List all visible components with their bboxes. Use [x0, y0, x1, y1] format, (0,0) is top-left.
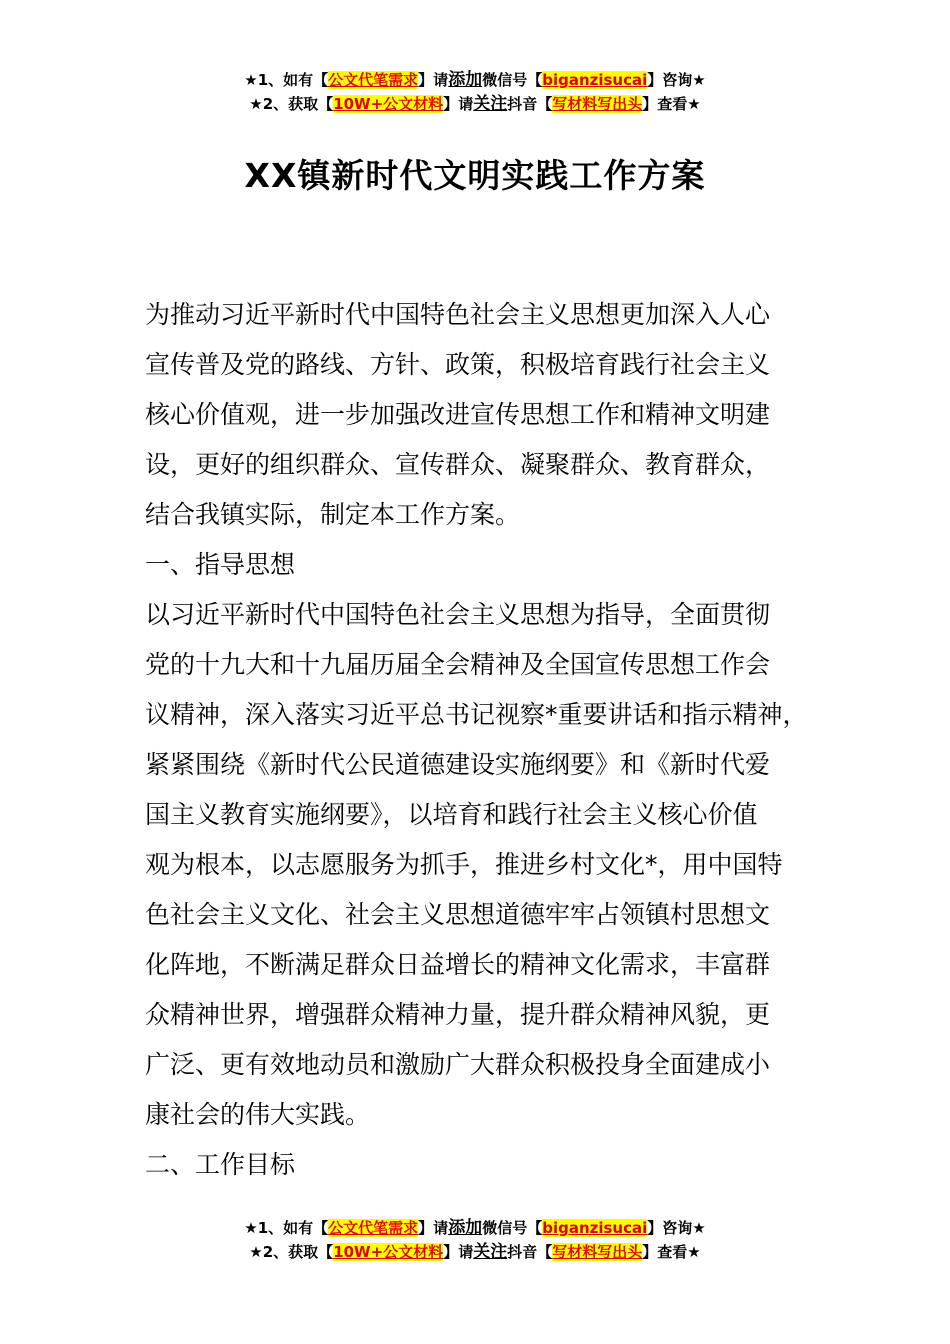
- body-line: 核心价值观，进一步加强改进宣传思想工作和精神文明建: [145, 400, 771, 429]
- banner-line-1: [0, 1216, 950, 1240]
- wechat-id-link[interactable]: biganzisucai: [542, 71, 648, 89]
- body-line: 结合我镇实际，制定本工作方案。: [145, 500, 521, 529]
- banner-text: 】查看★: [642, 95, 701, 113]
- body-line: 议精神，深入落实习近平总书记视察*重要讲话和指示精神，: [145, 700, 808, 729]
- banner-text: 微信号【: [482, 1219, 543, 1237]
- highlight-text: 公文代笔需求: [328, 1219, 419, 1237]
- body-line: 色社会主义文化、社会主义思想道德牢牢占领镇村思想文: [145, 900, 771, 929]
- banner-text: ★2、获取【: [249, 1243, 334, 1261]
- document-body: [145, 290, 845, 1190]
- banner-text: 微信号【: [482, 71, 543, 89]
- body-line: 观为根本，以志愿服务为抓手，推进乡村文化*，用中国特: [145, 850, 783, 879]
- highlight-text: 10W+公文材料: [333, 1243, 444, 1261]
- body-line: 党的十九大和十九届历届全会精神及全国宣传思想工作会: [145, 650, 771, 679]
- banner-text: 】查看★: [642, 1243, 701, 1261]
- banner-text: 】咨询★: [647, 1219, 706, 1237]
- body-line: 为推动习近平新时代中国特色社会主义思想更加深入人心: [145, 300, 771, 329]
- banner-text: 】咨询★: [647, 71, 706, 89]
- body-line: 国主义教育实施纲要》，以培育和践行社会主义核心价值: [145, 800, 758, 829]
- banner-text: 抖音【: [507, 95, 553, 113]
- douyin-account-link[interactable]: 写材料写出头: [552, 1243, 643, 1261]
- body-line: 众精神世界，增强群众精神力量，提升群众精神风貌，更: [145, 1000, 771, 1029]
- banner-text: 抖音【: [507, 1243, 553, 1261]
- banner-line-1: [0, 68, 950, 92]
- body-line: 紧紧围绕《新时代公民道德建设实施纲要》和《新时代爱: [145, 750, 771, 779]
- highlight-text: 公文代笔需求: [328, 71, 419, 89]
- douyin-account-link[interactable]: 写材料写出头: [552, 95, 643, 113]
- banner-text: 】请: [443, 95, 474, 113]
- emphasis-text: 关注: [473, 1242, 508, 1262]
- body-line: 广泛、更有效地动员和激励广大群众积极投身全面建成小: [145, 1050, 771, 1079]
- banner-line-2: [0, 92, 950, 116]
- banner-text: 】请: [418, 71, 449, 89]
- highlight-text: 10W+公文材料: [333, 95, 444, 113]
- document-title: XX镇新时代文明实践工作方案: [244, 156, 706, 195]
- body-line: 康社会的伟大实践。: [145, 1100, 371, 1129]
- footer-banner: [0, 1216, 950, 1264]
- emphasis-text: 关注: [473, 94, 508, 114]
- emphasis-text: 添加: [448, 70, 483, 90]
- banner-text: 】请: [443, 1243, 474, 1261]
- banner-text: ★1、如有【: [244, 1219, 329, 1237]
- body-line: 宣传普及党的路线、方针、政策，积极培育践行社会主义: [145, 350, 771, 379]
- banner-text: ★2、获取【: [249, 95, 334, 113]
- section-heading: 一、指导思想: [145, 550, 296, 579]
- body-line: 化阵地，不断满足群众日益增长的精神文化需求，丰富群: [145, 950, 771, 979]
- header-banner: [0, 68, 950, 116]
- body-line: 以习近平新时代中国特色社会主义思想为指导，全面贯彻: [145, 600, 771, 629]
- wechat-id-link[interactable]: biganzisucai: [542, 1219, 648, 1237]
- emphasis-text: 添加: [448, 1218, 483, 1238]
- banner-text: ★1、如有【: [244, 71, 329, 89]
- body-line: 设，更好的组织群众、宣传群众、凝聚群众、教育群众，: [145, 450, 771, 479]
- banner-line-2: [0, 1240, 950, 1264]
- section-heading: 二、工作目标: [145, 1150, 296, 1179]
- banner-text: 】请: [418, 1219, 449, 1237]
